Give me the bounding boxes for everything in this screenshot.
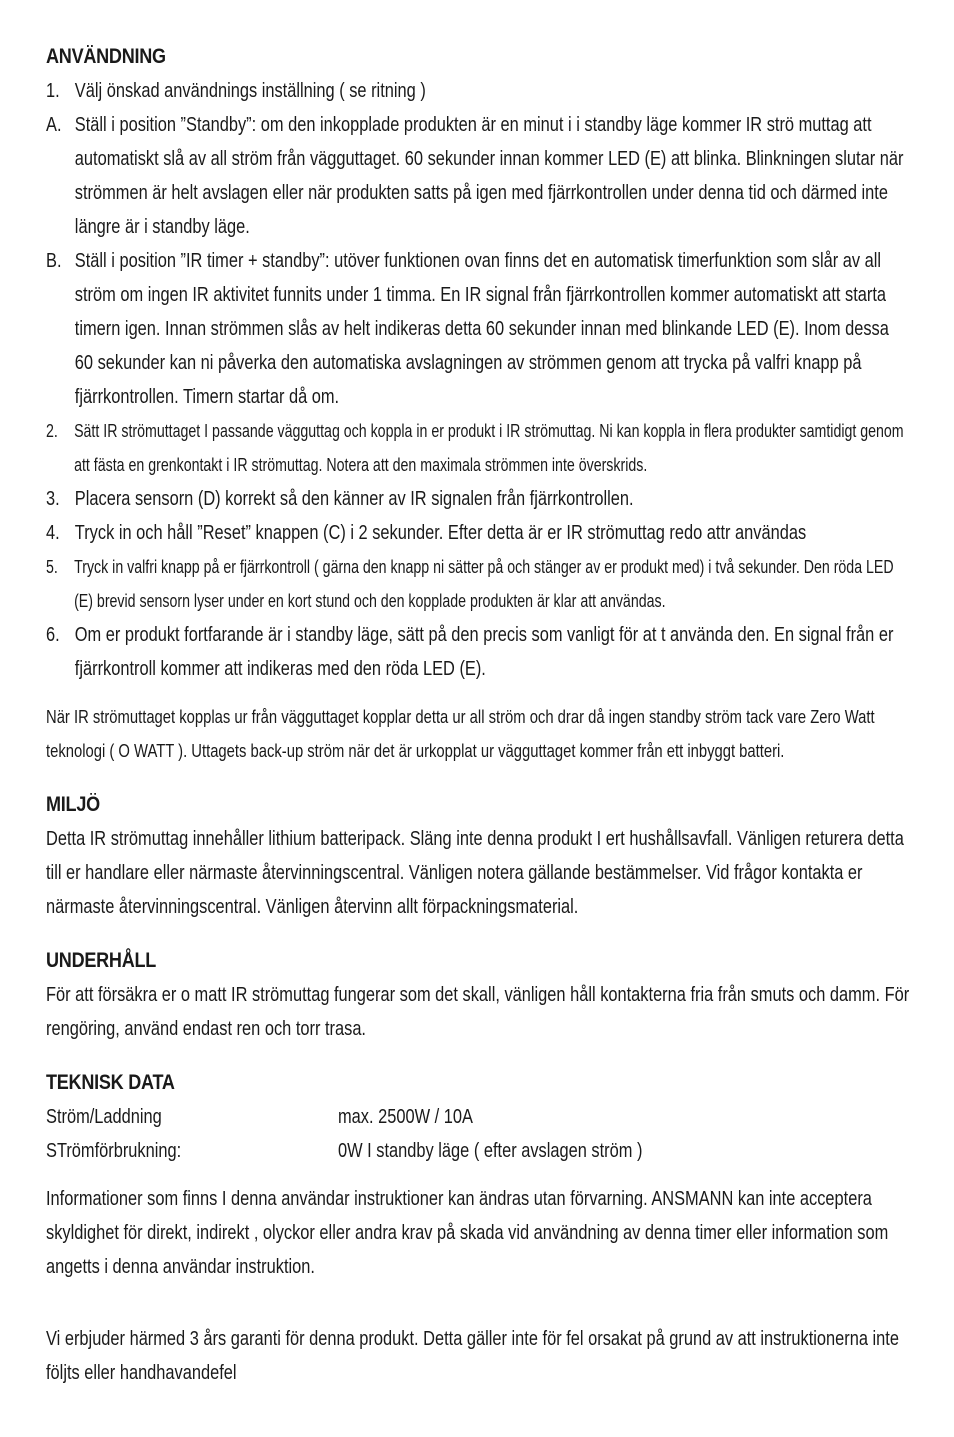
list-marker: 2.	[46, 421, 58, 441]
usage-item-b	[46, 244, 907, 414]
manual-page	[46, 40, 916, 1390]
list-item-text: Placera sensorn (D) korrekt så den känner av IR signalen från fjärrkontrollen.	[74, 487, 634, 510]
list-marker: 6.	[46, 623, 60, 646]
list-marker: 1.	[46, 79, 60, 102]
environment-text: Detta IR strömuttag innehåller lithium batteripack. Släng inte denna produkt I ert hushållsavfall. Vänligen returera detta till er handlare eller närmaste återvinningscentral. Vänligen notera gällande bestämmelser. Vid frågor kontakta er närmaste återvinningscentral. Vänligen återvinn allt förpackningsmaterial.	[46, 827, 904, 918]
usage-item-4	[46, 516, 907, 550]
usage-item-1	[46, 74, 907, 108]
usage-list	[46, 74, 916, 686]
list-item-text: Ställ i position ”Standby”: om den inkopplade produkten är en minut i i standby läge kommer IR strö muttag att automatiskt slå av all ström från vägguttaget. 60 sekunder innan kommer LED (E) att blinka. Blinkningen slutar när strömmen är helt avslagen eller när produkten satts på igen med fjärrkontrollen under denna tid och därmed inte längre är i standby läge.	[74, 113, 904, 238]
spec-value: 0W I standby läge ( efter avslagen ström )	[338, 1139, 643, 1162]
list-marker: 5.	[46, 557, 58, 577]
list-item-text: Tryck in valfri knapp på er fjärrkontroll ( gärna den knapp ni sätter på och stänger av er produkt med) i två sekunder. Den röda LED (E) brevid sensorn lyser under en kort stund och den kopplade produkten är klar att användas.	[74, 557, 894, 611]
usage-item-2	[46, 414, 907, 482]
usage-item-5	[46, 550, 907, 618]
usage-item-6	[46, 618, 907, 686]
spec-label: Ström/Laddning	[46, 1105, 162, 1128]
usage-item-3	[46, 482, 907, 516]
list-item-text: Sätt IR strömuttaget I passande vägguttag och koppla in er produkt i IR strömuttag. Ni kan koppla in flera produkter samtidigt genom att fästa en grenkontakt i IR strömuttag. Notera att den maximala strömmen inte överskrids.	[74, 421, 904, 475]
spec-row-current	[46, 1100, 914, 1134]
list-marker: 3.	[46, 487, 60, 510]
maintenance-text: För att försäkra er o matt IR strömuttag fungerar som det skall, vänligen håll kontakterna fria från smuts och damm. För rengöring, använd endast ren och torr trasa.	[46, 983, 910, 1040]
list-item-text: Om er produkt fortfarande är i standby läge, sätt på den precis som vanligt för at t använda den. En signal från er fjärrkontroll kommer att indikeras med den röda LED (E).	[74, 623, 894, 680]
maintenance-heading: UNDERHÅLL	[46, 949, 157, 972]
warranty-text: Vi erbjuder härmed 3 års garanti för denna produkt. Detta gäller inte för fel orsakat på grund av att instruktionerna inte följts eller handhavandefel	[46, 1327, 899, 1384]
environment-heading: MILJÖ	[46, 793, 100, 816]
usage-heading: ANVÄNDNING	[46, 45, 166, 68]
list-item-text: Välj önskad användnings inställning ( se ritning )	[74, 79, 426, 102]
list-marker: A.	[46, 113, 62, 136]
usage-note: När IR strömuttaget kopplas ur från vägguttaget kopplar detta ur all ström och drar då ingen standby ström tack vare Zero Watt teknologi ( O WATT ). Uttagets back-up ström när det är urkopplat ur vägguttaget kommer från ett inbyggt batteri.	[46, 706, 875, 761]
list-item-text: Tryck in och håll ”Reset” knappen (C) i 2 sekunder. Efter detta är er IR strömuttag redo attr användas	[74, 521, 807, 544]
list-marker: B.	[46, 249, 62, 272]
list-item-text: Ställ i position ”IR timer + standby”: utöver funktionen ovan finns det en automatisk timerfunktion som slår av all ström om ingen IR aktivitet funnits under 1 timma. En IR signal från fjärrkontrollen kommer automatiskt att starta timern igen. Innan strömmen slås av helt indikeras detta 60 sekunder innan med blinkande LED (E). Inom dessa 60 sekunder kan ni påverka den automatiska avslagningen av strömmen genom att trycka på valfri knapp på fjärrkontrollen. Timern startar då om.	[74, 249, 889, 408]
disclaimer-text: Informationer som finns I denna användar instruktioner kan ändras utan förvarning. ANSMANN kan inte acceptera skyldighet för direkt, indirekt , olyckor eller andra krav på skada vid användning av denna timer eller information som angetts i denna användar instruktion.	[46, 1187, 889, 1278]
spec-label: STrömförbrukning:	[46, 1139, 182, 1162]
technical-heading: TEKNISK DATA	[46, 1071, 175, 1094]
usage-item-a	[46, 108, 907, 244]
list-marker: 4.	[46, 521, 60, 544]
spec-value: max. 2500W / 10A	[338, 1105, 473, 1128]
spec-row-consumption	[46, 1134, 914, 1168]
